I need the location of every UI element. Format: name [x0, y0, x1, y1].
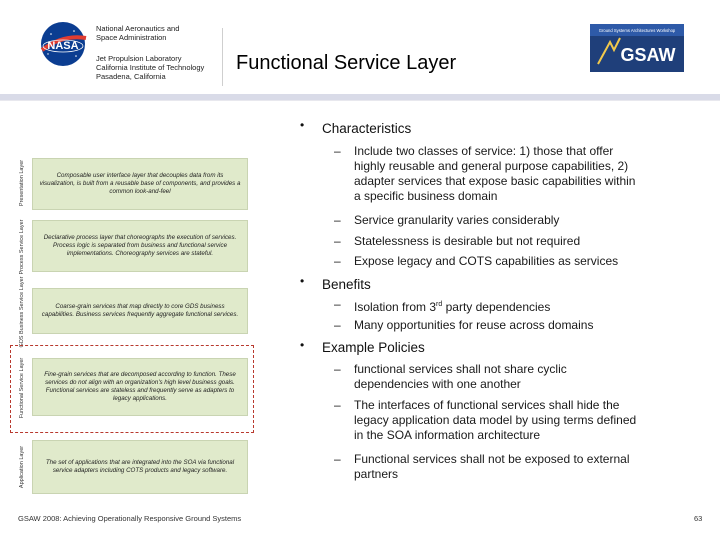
policy-item: The interfaces of functional services shall hide the legacy application data model by using terms defined in the SOA information architecture [354, 398, 637, 442]
lab-line-2: California Institute of Technology [96, 63, 205, 72]
bullet-example-policies: Example Policies [322, 340, 425, 355]
policy-item: Functional services shall not be exposed to external partners [354, 452, 630, 481]
policy-item: functional services shall not share cyclic dependencies with one another [354, 362, 567, 391]
org-name [96, 24, 179, 42]
dash: – [334, 144, 341, 158]
dash: – [334, 452, 341, 466]
characteristic-item: Statelessness is desirable but not required [354, 234, 581, 248]
benefit-item: Isolation from 3rd party dependencies [354, 300, 551, 314]
characteristic-item: Expose legacy and COTS capabilities as services [354, 254, 619, 268]
bullet-dot: • [300, 338, 305, 352]
bullet-dot: • [300, 118, 305, 132]
layer-box-business: Coarse-grain services that map directly to core GDS business capabilities. Business services frequently aggregate functional services. [32, 288, 248, 334]
lab-line-3: Pasadena, California [96, 72, 166, 81]
layer-label-process: Process Service Layer [19, 219, 25, 275]
dash: – [334, 254, 341, 268]
layer-label-business: GDS Business Service Layer [19, 276, 25, 348]
bullet-benefits: Benefits [322, 277, 371, 292]
layer-diagram [14, 152, 248, 520]
lab-name [96, 54, 204, 81]
layer-box-functional: Fine-grain services that are decomposed according to function. These services do not align with an organization's high level business goals. Functional services are stateless and frequently serve as adapters to legacy applications. [32, 358, 248, 416]
page-number: 63 [694, 514, 703, 523]
org-line-2: Space Administration [96, 33, 167, 42]
dash: – [334, 318, 341, 332]
layer-label-presentation: Presentation Layer [19, 159, 25, 207]
page-title: Functional Service Layer [236, 52, 457, 74]
dash: – [334, 213, 341, 227]
bullet-dot: • [300, 274, 305, 288]
gsaw-logo-text: GSAW [620, 45, 676, 65]
characteristic-item: Include two classes of service: 1) those that offer highly reusable and general purpose capabilities, 2) adapter services that expose basic capabilities within a specific business domain [354, 144, 636, 203]
benefit-item: Many opportunities for reuse across domains [354, 318, 594, 332]
layer-label-functional: Functional Service Layer [19, 357, 25, 419]
dash: – [334, 297, 341, 311]
layer-box-presentation: Composable user interface layer that decouples data from its visualization, is built from a reusable base of components, and provides a common look-and-feel [32, 158, 248, 210]
gsaw-logo-subtext: Ground Systems Architectures Workshop [598, 28, 676, 33]
layer-box-process: Declarative process layer that choreographs the execution of services. Process logic is separated from business and functional service implementations. Choreography services are stateful. [32, 220, 248, 272]
header-rule [0, 100, 720, 101]
functional-layer-highlight [10, 345, 254, 433]
characteristic-item: Service granularity varies considerably [354, 213, 560, 227]
dash: – [334, 362, 341, 376]
bullet-characteristics: Characteristics [322, 121, 412, 136]
dash: – [334, 234, 341, 248]
dash: – [334, 398, 341, 412]
lab-line-1: Jet Propulsion Laboratory [96, 54, 182, 63]
header-divider [222, 28, 223, 86]
layer-label-application: Application Layer [19, 445, 25, 489]
gsaw-logo [590, 24, 684, 72]
org-line-1: National Aeronautics and [96, 24, 180, 33]
nasa-logo-text: NASA [47, 40, 79, 52]
nasa-logo [36, 20, 90, 68]
footer-text: GSAW 2008: Achieving Operationally Responsive Ground Systems [18, 514, 242, 523]
layer-box-application: The set of applications that are integrated into the SOA via functional service adapters including COTS products and legacy software. [32, 440, 248, 494]
